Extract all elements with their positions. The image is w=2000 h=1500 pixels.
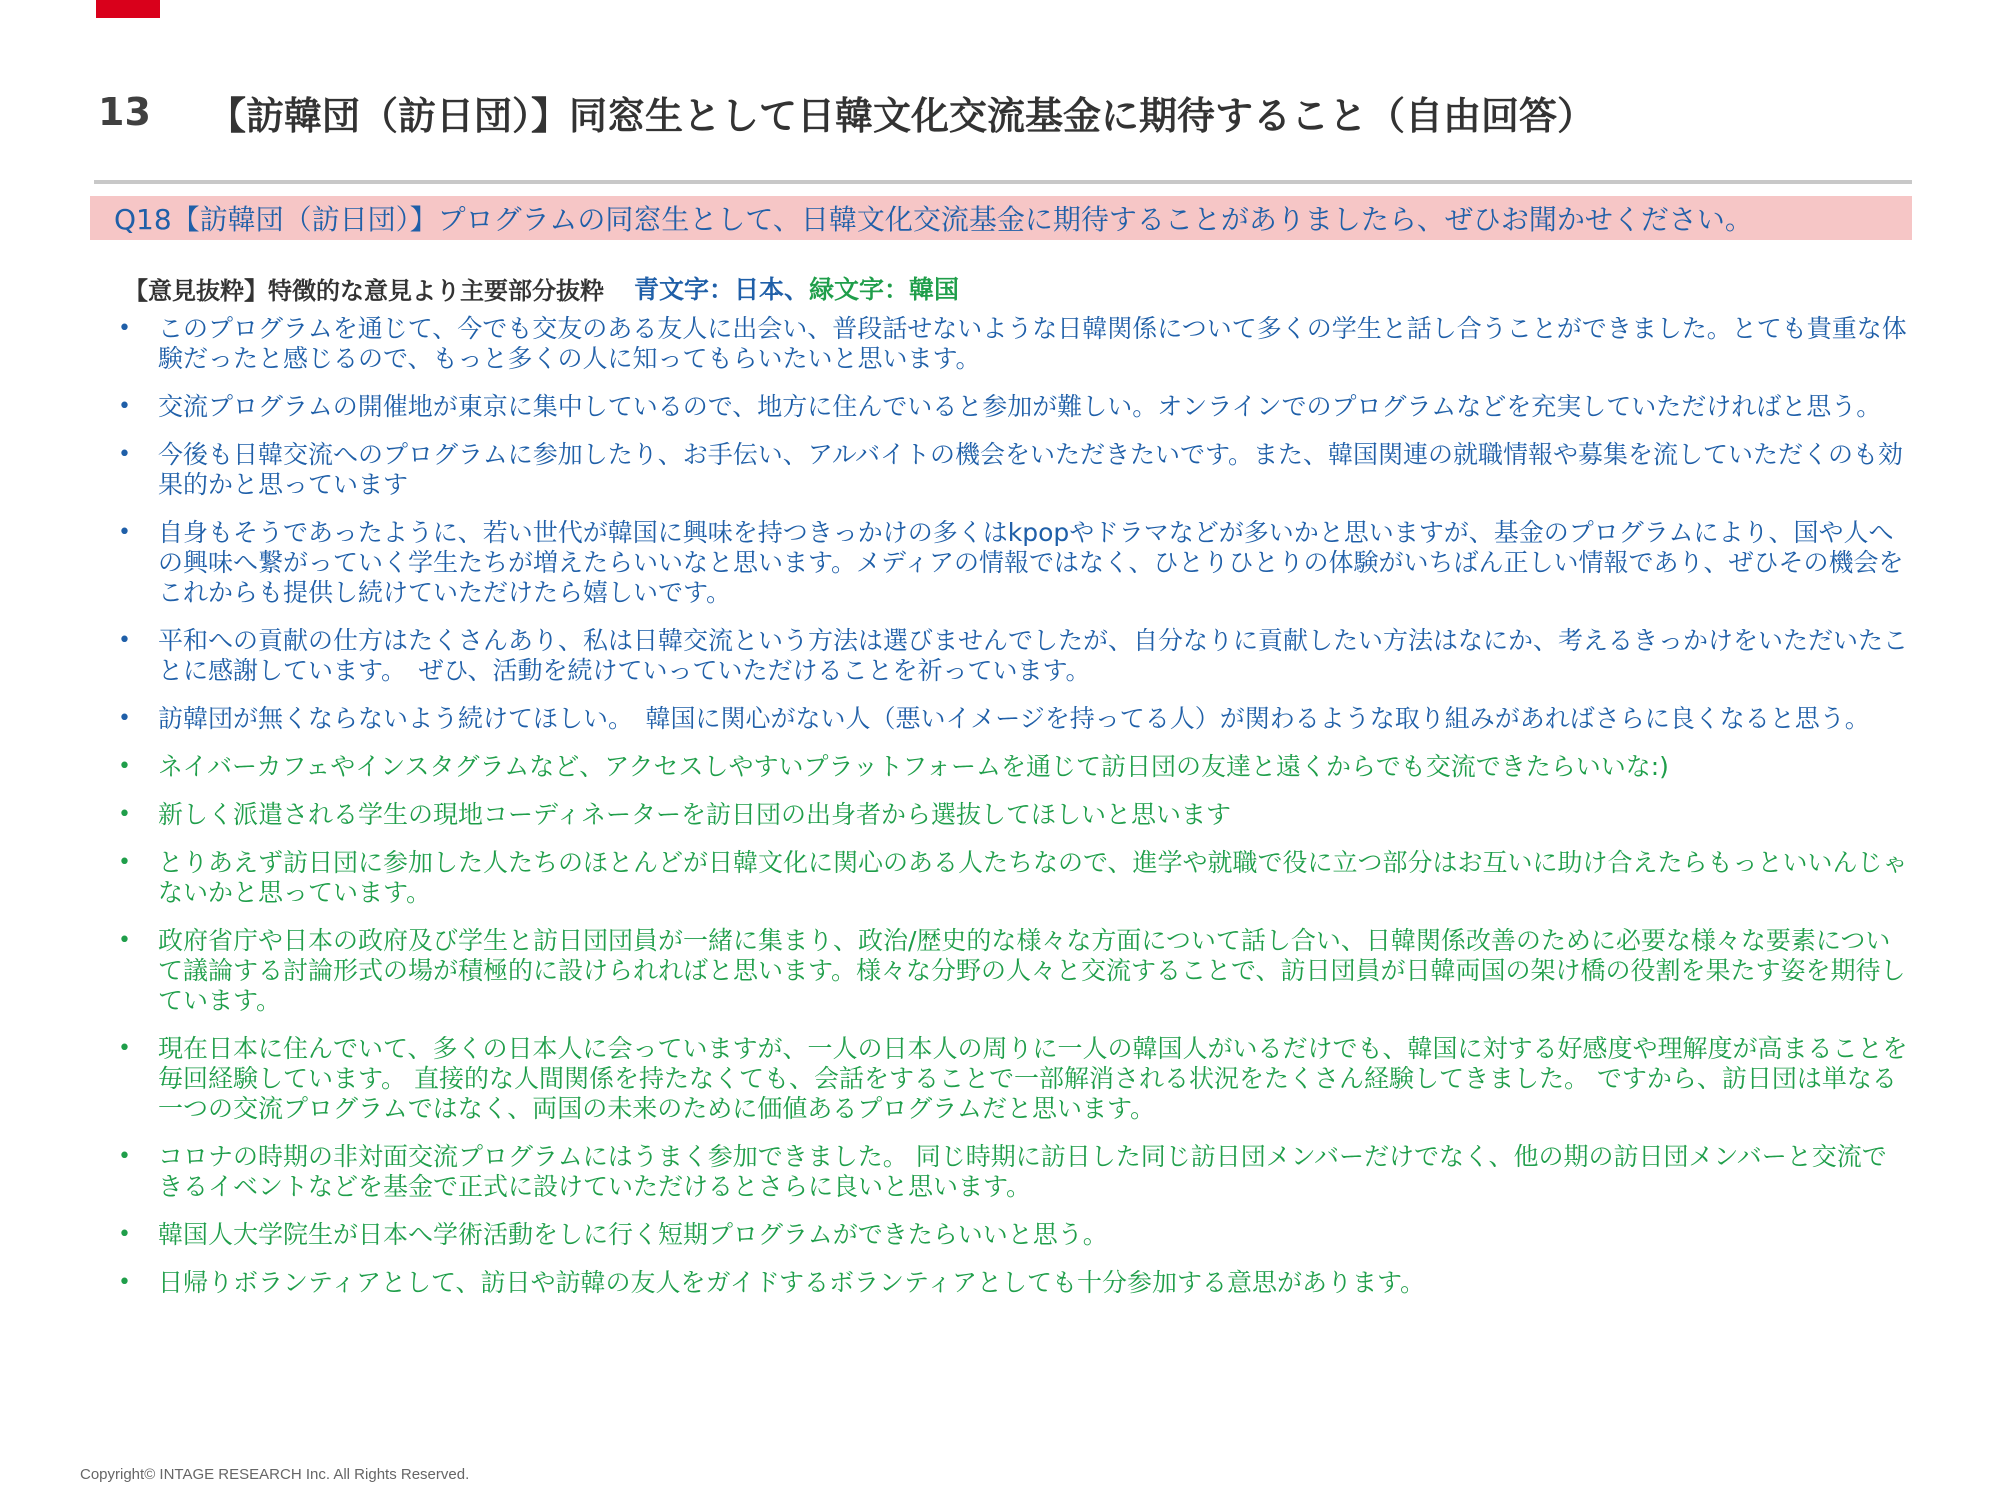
page-number: 13 (98, 90, 151, 134)
legend-japan: 青文字：日本 (634, 275, 785, 304)
bullet-icon: • (118, 754, 131, 779)
comment-item (110, 626, 1910, 686)
comment-item (110, 1220, 1910, 1250)
copyright-notice: Copyright© INTAGE RESEARCH Inc. All Rights Reserved. (80, 1466, 470, 1483)
comment-item (110, 752, 1910, 782)
bullet-icon: • (118, 520, 131, 545)
question-text: Q18【訪韓団（訪日団）】プログラムの同窓生として、日韓文化交流基金に期待することがありましたら、ぜひお聞かせください。 (114, 203, 1753, 236)
bullet-icon: • (118, 1144, 131, 1169)
comment-text: 韓国人大学院生が日本へ学術活動をしに行く短期プログラムができたらいいと思う。 (158, 1220, 1108, 1249)
comment-list (110, 314, 1910, 1316)
excerpt-label: 【意見抜粋】特徴的な意見より主要部分抜粋 (124, 276, 604, 305)
comment-text: 平和への貢献の仕方はたくさんあり、私は日韓交流という方法は選びませんでしたが、自分なりに貢献したい方法はなにか、考えるきっかけをいただいたことに感謝しています。 ぜひ、活動を続けていっていただけることを祈っています。 (158, 626, 1909, 685)
bullet-icon: • (118, 628, 131, 653)
bullet-icon: • (118, 802, 131, 827)
comment-text: 今後も日韓交流へのプログラムに参加したり、お手伝い、アルバイトの機会をいただきたいです。また、韓国関連の就職情報や募集を流していただくのも効果的かと思っています (158, 440, 1904, 499)
comment-item (110, 704, 1910, 734)
title-divider (94, 180, 1912, 184)
comment-text: コロナの時期の非対面交流プログラムにはうまく参加できました。 同じ時期に訪日した同じ訪日団メンバーだけでなく、他の期の訪日団メンバーと交流できるイベントなどを基金で正式に設けていただけるとさらに良いと思います。 (158, 1142, 1887, 1201)
bullet-icon: • (118, 1036, 131, 1061)
title-row (98, 82, 1918, 142)
bullet-icon: • (118, 706, 131, 731)
bullet-icon: • (118, 928, 131, 953)
comment-text: 日帰りボランティアとして、訪日や訪韓の友人をガイドするボランティアとしても十分参加する意思があります。 (158, 1268, 1426, 1297)
bullet-icon: • (118, 850, 131, 875)
comment-text: 現在日本に住んでいて、多くの日本人に会っていますが、一人の日本人の周りに一人の韓国人がいるだけでも、韓国に対する好感度や理解度が高まることを毎回経験しています。 直接的な人間関係を持たなくても、会話をすることで一部解消される状況をたくさん経験してきました。 ですから、訪日団は単なる一つの交流プログラムではなく、両国の未来のために価値あるプログラムだと思います。 (158, 1034, 1908, 1123)
question-banner (90, 196, 1912, 240)
comment-item (110, 800, 1910, 830)
legend-korea: 緑文字：韓国 (809, 275, 960, 304)
legend-separator: 、 (784, 275, 810, 304)
excerpt-note (124, 268, 959, 308)
comment-text: 自身もそうであったように、若い世代が韓国に興味を持つきっかけの多くはkpopやドラマなどが多いかと思いますが、基金のプログラムにより、国や人への興味へ繋がっていく学生たちが増えたらいいなと思います。メディアの情報ではなく、ひとりひとりの体験がいちばん正しい情報であり、ぜひその機会をこれからも提供し続けていただけたら嬉しいです。 (158, 518, 1904, 607)
bullet-icon: • (118, 394, 131, 419)
comment-text: ネイバーカフェやインスタグラムなど、アクセスしやすいプラットフォームを通じて訪日団の友達と遠くからでも交流できたらいいな:) (158, 752, 1669, 781)
accent-tab (96, 0, 160, 18)
bullet-icon: • (118, 442, 131, 467)
comment-text: このプログラムを通じて、今でも交友のある友人に出会い、普段話せないような日韓関係について多くの学生と話し合うことができました。とても貴重な体験だったと感じるので、もっと多くの人に知ってもらいたいと思います。 (158, 314, 1907, 373)
comment-item (110, 1268, 1910, 1298)
comment-text: 交流プログラムの開催地が東京に集中しているので、地方に住んでいると参加が難しい。オンラインでのプログラムなどを充実していただければと思う。 (158, 392, 1882, 421)
comment-item (110, 440, 1910, 500)
bullet-icon: • (118, 1270, 131, 1295)
comment-item (110, 518, 1910, 608)
comment-item (110, 926, 1910, 1016)
comment-text: とりあえず訪日団に参加した人たちのほとんどが日韓文化に関心のある人たちなので、進学や就職で役に立つ部分はお互いに助け合えたらもっといいんじゃないかと思っています。 (158, 848, 1908, 907)
bullet-icon: • (118, 316, 131, 341)
comment-item (110, 1142, 1910, 1202)
comment-item (110, 314, 1910, 374)
comment-item (110, 1034, 1910, 1124)
comment-text: 訪韓団が無くならないよう続けてほしい。 韓国に関心がない人（悪いイメージを持ってる人）が関わるような取り組みがあればさらに良くなると思う。 (158, 704, 1870, 733)
comment-item (110, 392, 1910, 422)
comment-text: 新しく派遣される学生の現地コーディネーターを訪日団の出身者から選抜してほしいと思います (158, 800, 1232, 829)
comment-text: 政府省庁や日本の政府及び学生と訪日団団員が一緒に集まり、政治/歴史的な様々な方面について話し合い、日韓関係改善のために必要な様々な要素について議論する討論形式の場が積極的に設けられればと思います。様々な分野の人々と交流することで、訪日団員が日韓両国の架け橋の役割を果たす姿を期待しています。 (158, 926, 1906, 1015)
bullet-icon: • (118, 1222, 131, 1247)
comment-item (110, 848, 1910, 908)
page-title: 【訪韓団（訪日団）】同窓生として日韓文化交流基金に期待すること（自由回答） (208, 93, 1596, 138)
